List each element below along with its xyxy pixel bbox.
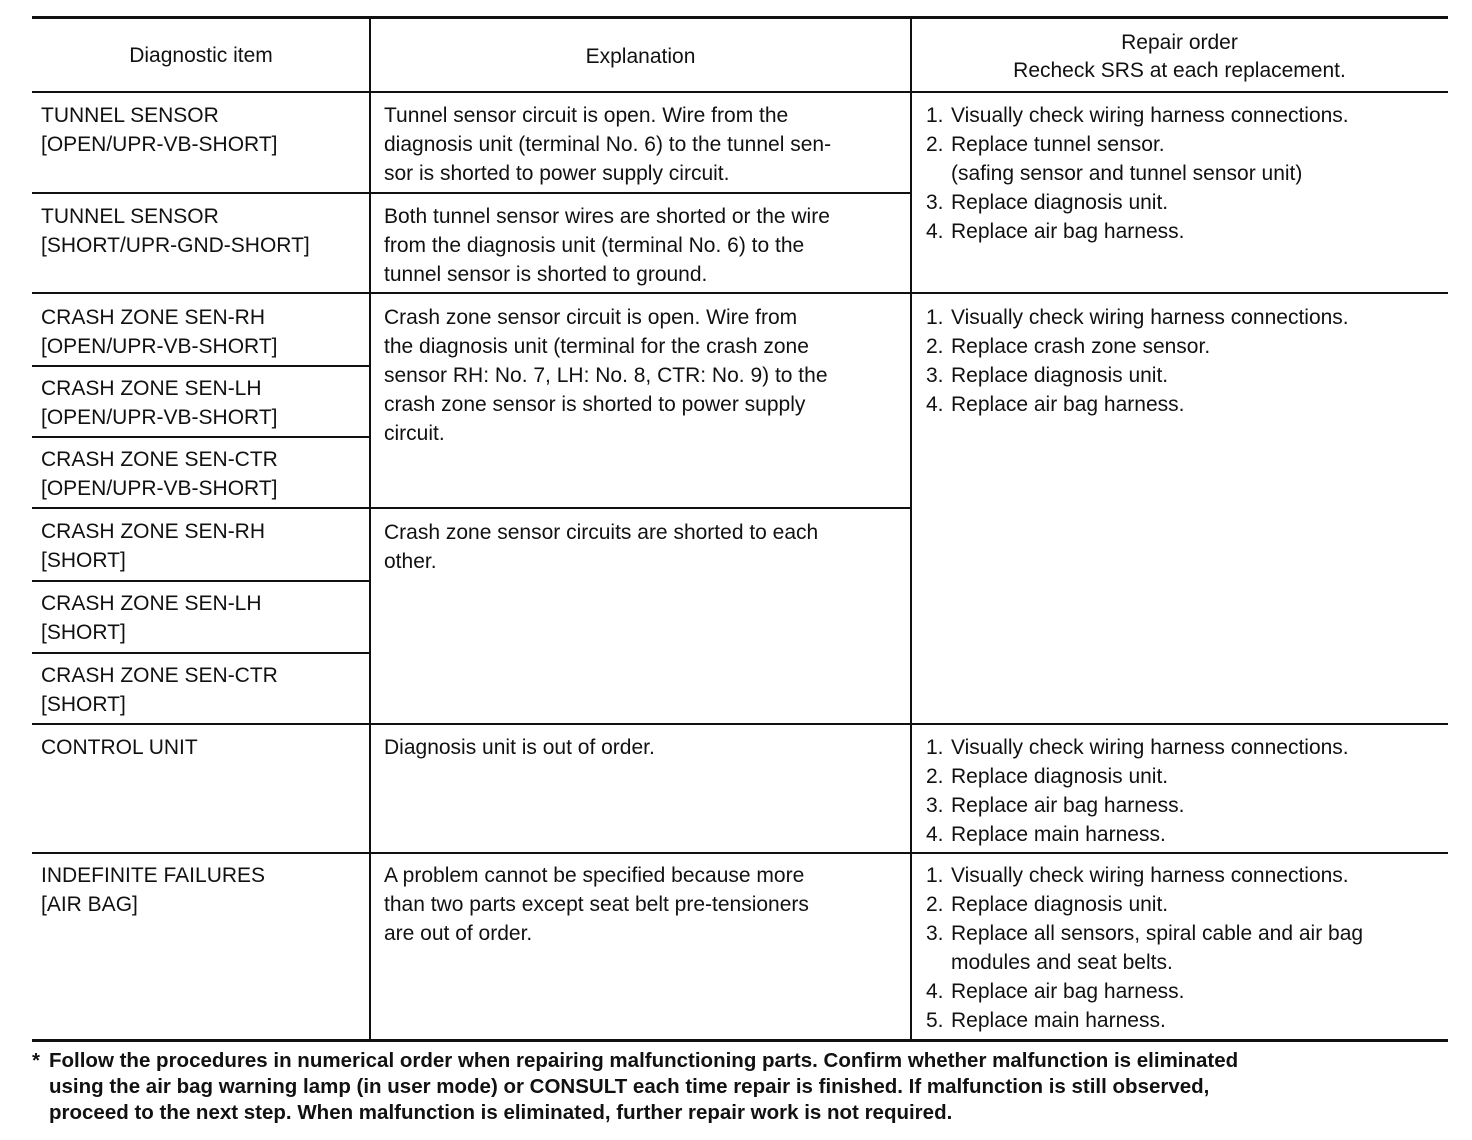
diagnostic-item: [41, 303, 361, 361]
repair-step: [926, 733, 1446, 762]
repair-step-text: Replace diagnosis unit.: [951, 893, 1169, 916]
footnote-line: Follow the procedures in numerical order when repairing malfunctioning parts. Confirm whether malfunction is eliminated: [49, 1049, 1239, 1072]
footnote-line: using the air bag warning lamp (in user mode) or CONSULT each time repair is finished. If malfunction is still observed,: [49, 1075, 1210, 1098]
repair-step-number: [926, 159, 951, 188]
repair-step: [926, 977, 1446, 1006]
column-divider: [910, 16, 912, 1040]
diagnostic-item-line2: [OPEN/UPR-VB-SHORT]: [41, 335, 278, 358]
repair-step-number: 3.: [926, 794, 944, 817]
repair-step-number: 2.: [926, 335, 944, 358]
repair-order: [926, 101, 1446, 246]
repair-step-number: 2.: [926, 765, 944, 788]
header-explanation: Explanation: [585, 45, 696, 68]
repair-step-text: Replace air bag harness.: [951, 980, 1185, 1003]
explanation-line: than two parts except seat belt pre-tensioners: [384, 893, 809, 916]
diagnostic-item: [41, 589, 361, 647]
explanation-line: Crash zone sensor circuits are shorted to each: [384, 521, 819, 544]
diagnostic-item: [41, 733, 361, 762]
diagnostic-item-line1: INDEFINITE FAILURES: [41, 864, 266, 887]
diagnostic-item-line1: TUNNEL SENSOR: [41, 205, 219, 228]
repair-step-number: 2.: [926, 133, 944, 156]
repair-step-number: 4.: [926, 980, 944, 1003]
diagnostic-item-line1: CONTROL UNIT: [41, 736, 198, 759]
repair-step: [926, 948, 1446, 977]
diagnostic-item: [41, 374, 361, 432]
diagnostic-item: [41, 202, 361, 260]
column-divider: [369, 16, 371, 1040]
repair-step: [926, 890, 1446, 919]
explanation-line: Both tunnel sensor wires are shorted or the wire: [384, 205, 830, 228]
repair-order: [926, 303, 1446, 419]
diagnostic-item-line2: [SHORT]: [41, 693, 126, 716]
repair-order: [926, 861, 1446, 1035]
repair-step-text: Replace diagnosis unit.: [951, 191, 1169, 214]
repair-step: [926, 791, 1446, 820]
header-diagnostic-item: Diagnostic item: [129, 44, 273, 67]
diagnostic-item-line2: [OPEN/UPR-VB-SHORT]: [41, 133, 278, 156]
explanation-line: crash zone sensor is shorted to power supply: [384, 393, 806, 416]
footnote: [32, 1048, 1452, 1126]
repair-step: [926, 1006, 1446, 1035]
explanation-line: the diagnosis unit (terminal for the crash zone: [384, 335, 809, 358]
table-bottom-border: [32, 1039, 1448, 1042]
repair-step: [926, 390, 1446, 419]
explanation-line: sor is shorted to power supply circuit.: [384, 162, 730, 185]
repair-step-text: Replace diagnosis unit.: [951, 364, 1169, 387]
header-repair-order-line1: Repair order: [1121, 31, 1238, 54]
diagnostic-item-line1: CRASH ZONE SEN-CTR: [41, 448, 278, 471]
explanation-line: Tunnel sensor circuit is open. Wire from the: [384, 104, 789, 127]
repair-step-text: Replace diagnosis unit.: [951, 765, 1169, 788]
repair-step-number: 4.: [926, 393, 944, 416]
explanation-line: from the diagnosis unit (terminal No. 6) to the: [384, 234, 805, 257]
diagnostic-item-line2: [SHORT]: [41, 549, 126, 572]
row-divider: [32, 436, 370, 438]
diagnostic-item-line1: TUNNEL SENSOR: [41, 104, 219, 127]
repair-step-number: 1.: [926, 864, 944, 887]
repair-step: [926, 159, 1446, 188]
diagnostic-item-line2: [AIR BAG]: [41, 893, 138, 916]
repair-step-number: [926, 948, 951, 977]
explanation: [384, 101, 904, 188]
footnote-marker: *: [32, 1049, 40, 1072]
repair-step-text: Replace air bag harness.: [951, 220, 1185, 243]
repair-step-text: Replace tunnel sensor.: [951, 133, 1165, 156]
repair-step-text: Replace main harness.: [951, 1009, 1166, 1032]
diagnostic-item-line1: CRASH ZONE SEN-RH: [41, 306, 266, 329]
diagnostic-item-line1: CRASH ZONE SEN-LH: [41, 377, 262, 400]
header-repair-order: [911, 29, 1448, 85]
explanation-line: Diagnosis unit is out of order.: [384, 736, 655, 759]
group-divider: [32, 723, 1448, 725]
diagnostic-item-line1: CRASH ZONE SEN-RH: [41, 520, 266, 543]
repair-step: [926, 861, 1446, 890]
group-divider: [32, 852, 1448, 854]
row-divider: [32, 365, 370, 367]
repair-step-text: Replace main harness.: [951, 823, 1166, 846]
diagnostic-item: [41, 101, 361, 159]
repair-step-number: 1.: [926, 736, 944, 759]
diagnostic-table: [32, 16, 1448, 1042]
repair-step-text: Visually check wiring harness connections.: [951, 104, 1349, 127]
repair-step-number: 1.: [926, 104, 944, 127]
repair-step: [926, 101, 1446, 130]
repair-step-number: 2.: [926, 893, 944, 916]
repair-step-text: Replace all sensors, spiral cable and air bag: [951, 922, 1364, 945]
diagnostic-item-line2: [SHORT/UPR-GND-SHORT]: [41, 234, 310, 257]
repair-step-number: 4.: [926, 220, 944, 243]
explanation-line: Crash zone sensor circuit is open. Wire from: [384, 306, 798, 329]
repair-step-number: 3.: [926, 922, 944, 945]
repair-step: [926, 361, 1446, 390]
diagnostic-item-line2: [OPEN/UPR-VB-SHORT]: [41, 477, 278, 500]
repair-step-text: Replace air bag harness.: [951, 794, 1185, 817]
repair-step-number: 3.: [926, 364, 944, 387]
header-repair-order-line2: Recheck SRS at each replacement.: [1013, 59, 1346, 82]
diagnostic-item-line1: CRASH ZONE SEN-LH: [41, 592, 262, 615]
repair-step: [926, 762, 1446, 791]
repair-step-text: modules and seat belts.: [951, 951, 1173, 974]
row-divider: [32, 192, 911, 194]
table-top-border: [32, 16, 1448, 19]
explanation-line: diagnosis unit (terminal No. 6) to the tunnel sen-: [384, 133, 832, 156]
explanation: [384, 303, 904, 448]
explanation: [384, 518, 904, 576]
row-divider: [32, 507, 911, 509]
repair-order: [926, 733, 1446, 849]
diagnostic-item: [41, 517, 361, 575]
repair-step-text: Visually check wiring harness connections.: [951, 864, 1349, 887]
repair-step: [926, 188, 1446, 217]
row-divider: [32, 652, 370, 654]
repair-step-number: 4.: [926, 823, 944, 846]
explanation-line: other.: [384, 550, 437, 573]
repair-step-text: Visually check wiring harness connections.: [951, 736, 1349, 759]
repair-step-number: 1.: [926, 306, 944, 329]
repair-step: [926, 217, 1446, 246]
diagnostic-item: [41, 661, 361, 719]
diagnostic-item-line2: [SHORT]: [41, 621, 126, 644]
explanation-line: sensor RH: No. 7, LH: No. 8, CTR: No. 9) to the: [384, 364, 828, 387]
diagnostic-item-line2: [OPEN/UPR-VB-SHORT]: [41, 406, 278, 429]
explanation: [384, 202, 904, 289]
repair-step: [926, 332, 1446, 361]
repair-step-number: 3.: [926, 191, 944, 214]
repair-step-text: (safing sensor and tunnel sensor unit): [951, 162, 1303, 185]
footnote-line: proceed to the next step. When malfunction is eliminated, further repair work is not required.: [49, 1101, 953, 1124]
repair-step-number: 5.: [926, 1009, 944, 1032]
repair-step: [926, 130, 1446, 159]
repair-step-text: Visually check wiring harness connections.: [951, 306, 1349, 329]
row-divider: [32, 580, 370, 582]
repair-step: [926, 820, 1446, 849]
explanation-line: circuit.: [384, 422, 445, 445]
repair-step-text: Replace air bag harness.: [951, 393, 1185, 416]
explanation-line: A problem cannot be specified because more: [384, 864, 805, 887]
explanation-line: are out of order.: [384, 922, 533, 945]
repair-step: [926, 303, 1446, 332]
explanation-line: tunnel sensor is shorted to ground.: [384, 263, 708, 286]
explanation: [384, 733, 904, 762]
diagnostic-item: [41, 861, 361, 919]
group-divider: [32, 292, 1448, 294]
explanation: [384, 861, 904, 948]
repair-step: [926, 919, 1446, 948]
header-divider: [32, 91, 1448, 93]
diagnostic-item-line1: CRASH ZONE SEN-CTR: [41, 664, 278, 687]
repair-step-text: Replace crash zone sensor.: [951, 335, 1211, 358]
diagnostic-item: [41, 445, 361, 503]
